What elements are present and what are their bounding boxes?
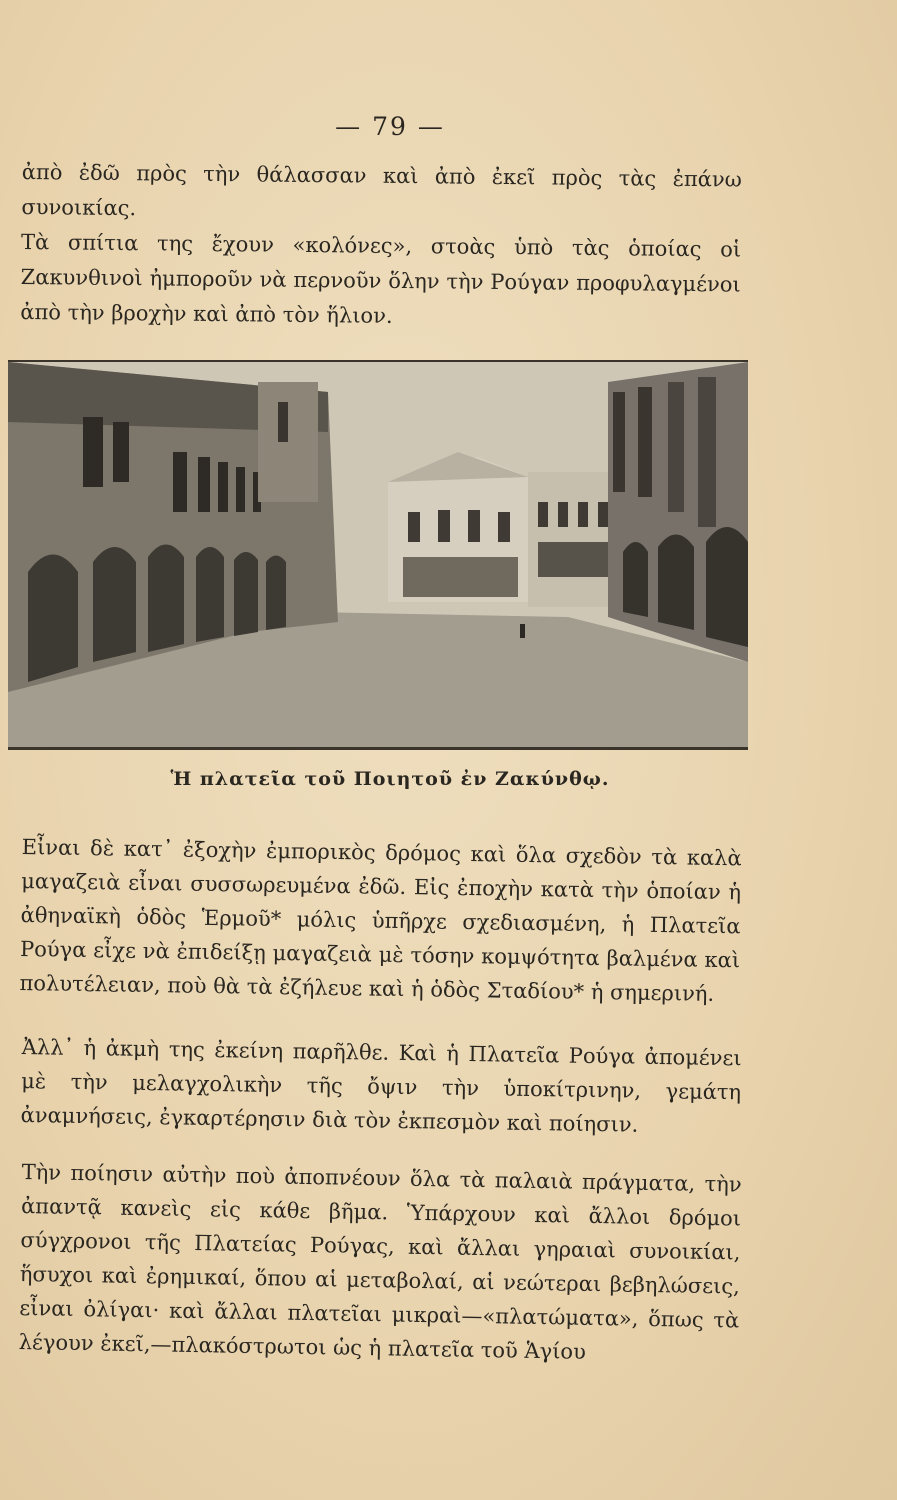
paragraph-2: Εἶναι δὲ κατ᾽ ἐξοχὴν ἐμπορικὸς δρόμος καὶ ὅλα σχεδὸν τὰ καλὰ μαγαζειὰ εἶναι συσσωρευμένα ἐδῶ. Εἰς ἐποχὴν κατὰ τὴν ὁποίαν ἡ ἀθηναϊκὴ ὁδὸς Ἑρμοῦ* μόλις ὑπῆρχε σχεδιασμένη, ἡ Πλατεῖα Ρούγα εἶχε νὰ ἐπιδείξῃ μαγαζειὰ μὲ τόσην κομψότητα βαλμένα καὶ πολυτέλειαν, ποὺ θὰ τὰ ἐζήλευε καὶ ἡ ὁδὸς Σταδίου* ἡ σημερινή. [19, 834, 742, 1006]
paragraph-4: Τὴν ποίησιν αὐτὴν ποὺ ἀποπνέουν ὅλα τὰ παλαιὰ πράγματα, τὴν ἀπαντᾷ κανεὶς εἰς κάθε βῆμα. Ὑπάρχουν καὶ ἄλλοι δρόμοι σύγχρονοι τῆς Πλατείας Ρούγας, καὶ ἄλλαι γηραιαὶ συνοικίαι, ἥσυχοι καὶ ἐρημικαί, ὅπου αἱ μεταβολαί, αἱ νεώτεραι βεβηλώσεις, εἶναι ὀλίγαι· καὶ ἄλλαι πλατεῖαι μικραὶ—«πλατώματα», ὅπως τὰ λέγουν ἐκεῖ,—πλακόστρωτοι ὡς ἡ πλατεῖα τοῦ Ἁγίου [18, 1159, 742, 1364]
paragraph-3: Ἀλλ᾽ ἡ ἀκμὴ της ἐκείνη παρῆλθε. Καὶ ἡ Πλατεῖα Ρούγα ἀπομένει μὲ τὴν μελαγχολικὴν τῆς ὄψιν τὴν ὑποκίτρινην, γεμάτη ἀναμνήσεις, ἐγκαρτέρησιν διὰ τὸν ἐκπεσμὸν καὶ ποίησιν. [20, 1034, 742, 1137]
figure-caption: Ἡ πλατεῖα τοῦ Ποιητοῦ ἐν Ζακύνθῳ. [170, 768, 610, 790]
street-photo [8, 360, 748, 750]
paragraph-1: ἀπὸ ἐδῶ πρὸς τὴν θάλασσαν καὶ ἀπὸ ἐκεῖ πρὸς τὰς ἐπάνω συνοικίας. Τὰ σπίτια της ἔχουν «κολόνες», στοὰς ὑπὸ τὰς ὁποίας οἱ Ζακυνθινοὶ ἠμποροῦν νὰ περνοῦν ὅλην τὴν Ρούγαν προφυλαγμένοι ἀπὸ τὴν βροχὴν καὶ ἀπὸ τὸν ἥλιον. [20, 159, 742, 328]
page-number: — 79 — [335, 112, 445, 141]
